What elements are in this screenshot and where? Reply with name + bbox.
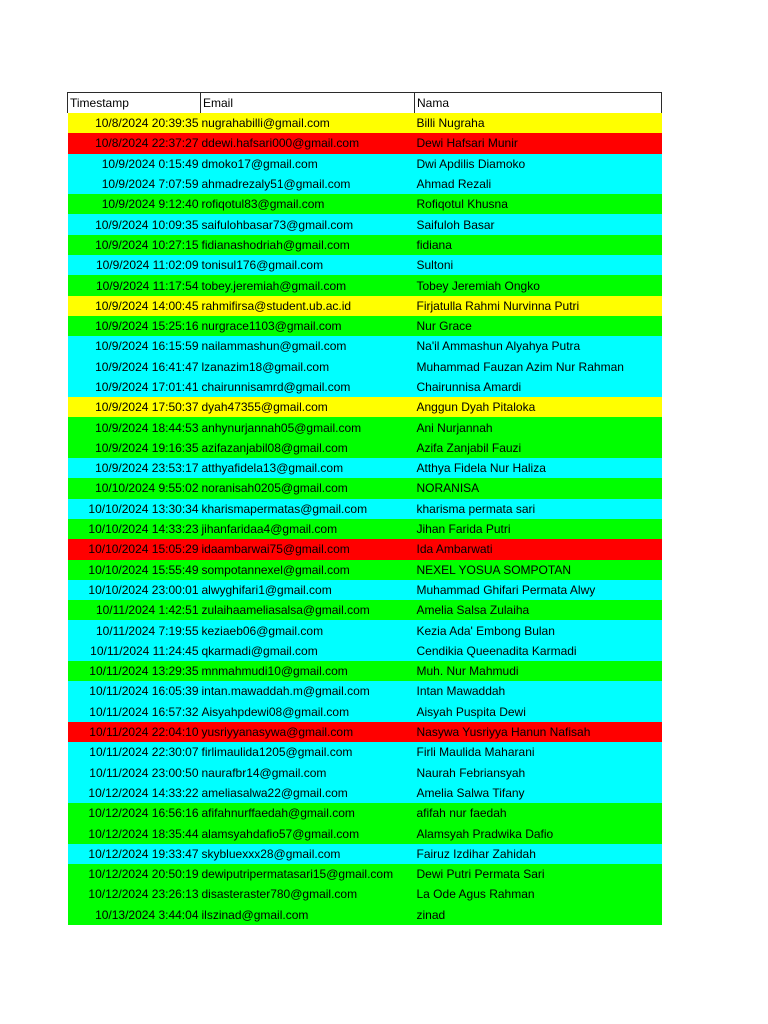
nama-cell: afifah nur faedah — [415, 803, 662, 823]
nama-cell: zinad — [415, 905, 662, 925]
email-cell: zulaihaameliasalsa@gmail.com — [201, 600, 415, 620]
nama-cell: Amelia Salwa Tifany — [415, 783, 662, 803]
timestamp-cell: 10/9/2024 16:15:59 — [68, 336, 201, 356]
email-cell: dyah47355@gmail.com — [201, 397, 415, 417]
email-cell: anhynurjannah05@gmail.com — [201, 417, 415, 437]
email-cell: dewiputripermatasari15@gmail.com — [201, 864, 415, 884]
timestamp-cell: 10/9/2024 14:00:45 — [68, 296, 201, 316]
timestamp-cell: 10/11/2024 1:42:51 — [68, 600, 201, 620]
table-row — [68, 397, 662, 417]
timestamp-cell: 10/9/2024 17:01:41 — [68, 377, 201, 397]
timestamp-cell: 10/11/2024 11:24:45 — [68, 641, 201, 661]
table-row — [68, 478, 662, 498]
nama-cell: Amelia Salsa Zulaiha — [415, 600, 662, 620]
nama-cell: Alamsyah Pradwika Dafio — [415, 823, 662, 843]
responses-table — [67, 92, 662, 925]
nama-cell: Anggun Dyah Pitaloka — [415, 397, 662, 417]
table-row — [68, 864, 662, 884]
email-cell: kharismapermatas@gmail.com — [201, 499, 415, 519]
nama-cell: Dewi Putri Permata Sari — [415, 864, 662, 884]
nama-cell: Ani Nurjannah — [415, 417, 662, 437]
nama-cell: Sultoni — [415, 255, 662, 275]
header-row — [68, 93, 662, 114]
table-row — [68, 214, 662, 234]
timestamp-cell: 10/10/2024 15:05:29 — [68, 539, 201, 559]
nama-cell: Azifa Zanjabil Fauzi — [415, 438, 662, 458]
timestamp-cell: 10/12/2024 23:26:13 — [68, 884, 201, 904]
nama-cell: Atthya Fidela Nur Haliza — [415, 458, 662, 478]
nama-cell: Aisyah Puspita Dewi — [415, 702, 662, 722]
table-row — [68, 539, 662, 559]
timestamp-cell: 10/10/2024 14:33:23 — [68, 519, 201, 539]
timestamp-cell: 10/9/2024 9:12:40 — [68, 194, 201, 214]
email-cell: tobey.jeremiah@gmail.com — [201, 275, 415, 295]
timestamp-cell: 10/8/2024 20:39:35 — [68, 113, 201, 133]
table-row — [68, 560, 662, 580]
nama-cell: Cendikia Queenadita Karmadi — [415, 641, 662, 661]
table-row — [68, 377, 662, 397]
table-row — [68, 235, 662, 255]
email-cell: ilszinad@gmail.com — [201, 905, 415, 925]
nama-cell: Na'il Ammashun Alyahya Putra — [415, 336, 662, 356]
nama-cell: Muh. Nur Mahmudi — [415, 661, 662, 681]
nama-cell: Ida Ambarwati — [415, 539, 662, 559]
table-row — [68, 681, 662, 701]
email-cell: alwyghifari1@gmail.com — [201, 580, 415, 600]
email-cell: Aisyahpdewi08@gmail.com — [201, 702, 415, 722]
timestamp-cell: 10/11/2024 22:30:07 — [68, 742, 201, 762]
nama-cell: Nur Grace — [415, 316, 662, 336]
table-row — [68, 722, 662, 742]
timestamp-cell: 10/9/2024 23:53:17 — [68, 458, 201, 478]
nama-cell: kharisma permata sari — [415, 499, 662, 519]
table-row — [68, 417, 662, 437]
timestamp-cell: 10/10/2024 13:30:34 — [68, 499, 201, 519]
nama-cell: NEXEL YOSUA SOMPOTAN — [415, 560, 662, 580]
table-row — [68, 438, 662, 458]
timestamp-cell: 10/9/2024 19:16:35 — [68, 438, 201, 458]
table-row — [68, 620, 662, 640]
table-row — [68, 763, 662, 783]
table-row — [68, 844, 662, 864]
table-row — [68, 519, 662, 539]
email-cell: keziaeb06@gmail.com — [201, 620, 415, 640]
table-row — [68, 458, 662, 478]
nama-cell: Muhammad Fauzan Azim Nur Rahman — [415, 357, 662, 377]
email-cell: chairunnisamrd@gmail.com — [201, 377, 415, 397]
timestamp-cell: 10/9/2024 18:44:53 — [68, 417, 201, 437]
email-cell: sompotannexel@gmail.com — [201, 560, 415, 580]
header-timestamp: Timestamp — [68, 93, 201, 114]
timestamp-cell: 10/11/2024 16:57:32 — [68, 702, 201, 722]
email-cell: qkarmadi@gmail.com — [201, 641, 415, 661]
timestamp-cell: 10/9/2024 11:02:09 — [68, 255, 201, 275]
table-row — [68, 702, 662, 722]
nama-cell: Dewi Hafsari Munir — [415, 133, 662, 153]
table-row — [68, 905, 662, 925]
timestamp-cell: 10/10/2024 15:55:49 — [68, 560, 201, 580]
email-cell: naurafbr14@gmail.com — [201, 763, 415, 783]
timestamp-cell: 10/9/2024 16:41:47 — [68, 357, 201, 377]
nama-cell: Billi Nugraha — [415, 113, 662, 133]
email-cell: skybluexxx28@gmail.com — [201, 844, 415, 864]
timestamp-cell: 10/9/2024 11:17:54 — [68, 275, 201, 295]
email-cell: lzanazim18@gmail.com — [201, 357, 415, 377]
table-row — [68, 823, 662, 843]
timestamp-cell: 10/12/2024 19:33:47 — [68, 844, 201, 864]
timestamp-cell: 10/12/2024 20:50:19 — [68, 864, 201, 884]
table-row — [68, 275, 662, 295]
nama-cell: Kezia Ada' Embong Bulan — [415, 620, 662, 640]
email-cell: ameliasalwa22@gmail.com — [201, 783, 415, 803]
table-row — [68, 255, 662, 275]
header-nama: Nama — [415, 93, 662, 114]
email-cell: rofiqotul83@gmail.com — [201, 194, 415, 214]
email-cell: intan.mawaddah.m@gmail.com — [201, 681, 415, 701]
table-row — [68, 580, 662, 600]
nama-cell: Jihan Farida Putri — [415, 519, 662, 539]
timestamp-cell: 10/9/2024 17:50:37 — [68, 397, 201, 417]
table-row — [68, 499, 662, 519]
nama-cell: La Ode Agus Rahman — [415, 884, 662, 904]
timestamp-cell: 10/10/2024 9:55:02 — [68, 478, 201, 498]
table-row — [68, 113, 662, 133]
email-cell: ahmadrezaly51@gmail.com — [201, 174, 415, 194]
table-row — [68, 661, 662, 681]
header-email: Email — [201, 93, 415, 114]
timestamp-cell: 10/9/2024 0:15:49 — [68, 154, 201, 174]
timestamp-cell: 10/11/2024 7:19:55 — [68, 620, 201, 640]
email-cell: mnmahmudi10@gmail.com — [201, 661, 415, 681]
nama-cell: fidiana — [415, 235, 662, 255]
timestamp-cell: 10/13/2024 3:44:04 — [68, 905, 201, 925]
nama-cell: Tobey Jeremiah Ongko — [415, 275, 662, 295]
table-row — [68, 884, 662, 904]
timestamp-cell: 10/9/2024 7:07:59 — [68, 174, 201, 194]
timestamp-cell: 10/11/2024 22:04:10 — [68, 722, 201, 742]
nama-cell: Ahmad Rezali — [415, 174, 662, 194]
timestamp-cell: 10/9/2024 10:27:15 — [68, 235, 201, 255]
table-row — [68, 357, 662, 377]
nama-cell: Muhammad Ghifari Permata Alwy — [415, 580, 662, 600]
table-row — [68, 336, 662, 356]
timestamp-cell: 10/8/2024 22:37:27 — [68, 133, 201, 153]
email-cell: jihanfaridaa4@gmail.com — [201, 519, 415, 539]
nama-cell: Rofiqotul Khusna — [415, 194, 662, 214]
nama-cell: Firli Maulida Maharani — [415, 742, 662, 762]
email-cell: atthyafidela13@gmail.com — [201, 458, 415, 478]
email-cell: firlimaulida1205@gmail.com — [201, 742, 415, 762]
nama-cell: Saifuloh Basar — [415, 214, 662, 234]
email-cell: noranisah0205@gmail.com — [201, 478, 415, 498]
table-row — [68, 783, 662, 803]
nama-cell: Naurah Febriansyah — [415, 763, 662, 783]
timestamp-cell: 10/9/2024 15:25:16 — [68, 316, 201, 336]
table-row — [68, 600, 662, 620]
table-row — [68, 194, 662, 214]
email-cell: saifulohbasar73@gmail.com — [201, 214, 415, 234]
email-cell: ddewi.hafsari000@gmail.com — [201, 133, 415, 153]
nama-cell: Nasywa Yusriyya Hanun Nafisah — [415, 722, 662, 742]
email-cell: azifazanjabil08@gmail.com — [201, 438, 415, 458]
email-cell: nugrahabilli@gmail.com — [201, 113, 415, 133]
email-cell: nurgrace1103@gmail.com — [201, 316, 415, 336]
table-body — [68, 113, 662, 925]
nama-cell: Chairunnisa Amardi — [415, 377, 662, 397]
timestamp-cell: 10/11/2024 16:05:39 — [68, 681, 201, 701]
timestamp-cell: 10/10/2024 23:00:01 — [68, 580, 201, 600]
timestamp-cell: 10/11/2024 23:00:50 — [68, 763, 201, 783]
table-row — [68, 154, 662, 174]
email-cell: tonisul176@gmail.com — [201, 255, 415, 275]
nama-cell: NORANISA — [415, 478, 662, 498]
table-row — [68, 742, 662, 762]
table-row — [68, 296, 662, 316]
table-row — [68, 641, 662, 661]
timestamp-cell: 10/11/2024 13:29:35 — [68, 661, 201, 681]
email-cell: yusriyyanasywa@gmail.com — [201, 722, 415, 742]
table-row — [68, 316, 662, 336]
timestamp-cell: 10/12/2024 18:35:44 — [68, 823, 201, 843]
timestamp-cell: 10/9/2024 10:09:35 — [68, 214, 201, 234]
timestamp-cell: 10/12/2024 16:56:16 — [68, 803, 201, 823]
email-cell: rahmifirsa@student.ub.ac.id — [201, 296, 415, 316]
timestamp-cell: 10/12/2024 14:33:22 — [68, 783, 201, 803]
nama-cell: Fairuz Izdihar Zahidah — [415, 844, 662, 864]
email-cell: afifahnurffaedah@gmail.com — [201, 803, 415, 823]
table-row — [68, 133, 662, 153]
email-cell: idaambarwai75@gmail.com — [201, 539, 415, 559]
nama-cell: Firjatulla Rahmi Nurvinna Putri — [415, 296, 662, 316]
email-cell: disasteraster780@gmail.com — [201, 884, 415, 904]
nama-cell: Dwi Apdilis Diamoko — [415, 154, 662, 174]
email-cell: dmoko17@gmail.com — [201, 154, 415, 174]
nama-cell: Intan Mawaddah — [415, 681, 662, 701]
email-cell: fidianashodriah@gmail.com — [201, 235, 415, 255]
email-cell: nailammashun@gmail.com — [201, 336, 415, 356]
table-row — [68, 803, 662, 823]
table-row — [68, 174, 662, 194]
email-cell: alamsyahdafio57@gmail.com — [201, 823, 415, 843]
